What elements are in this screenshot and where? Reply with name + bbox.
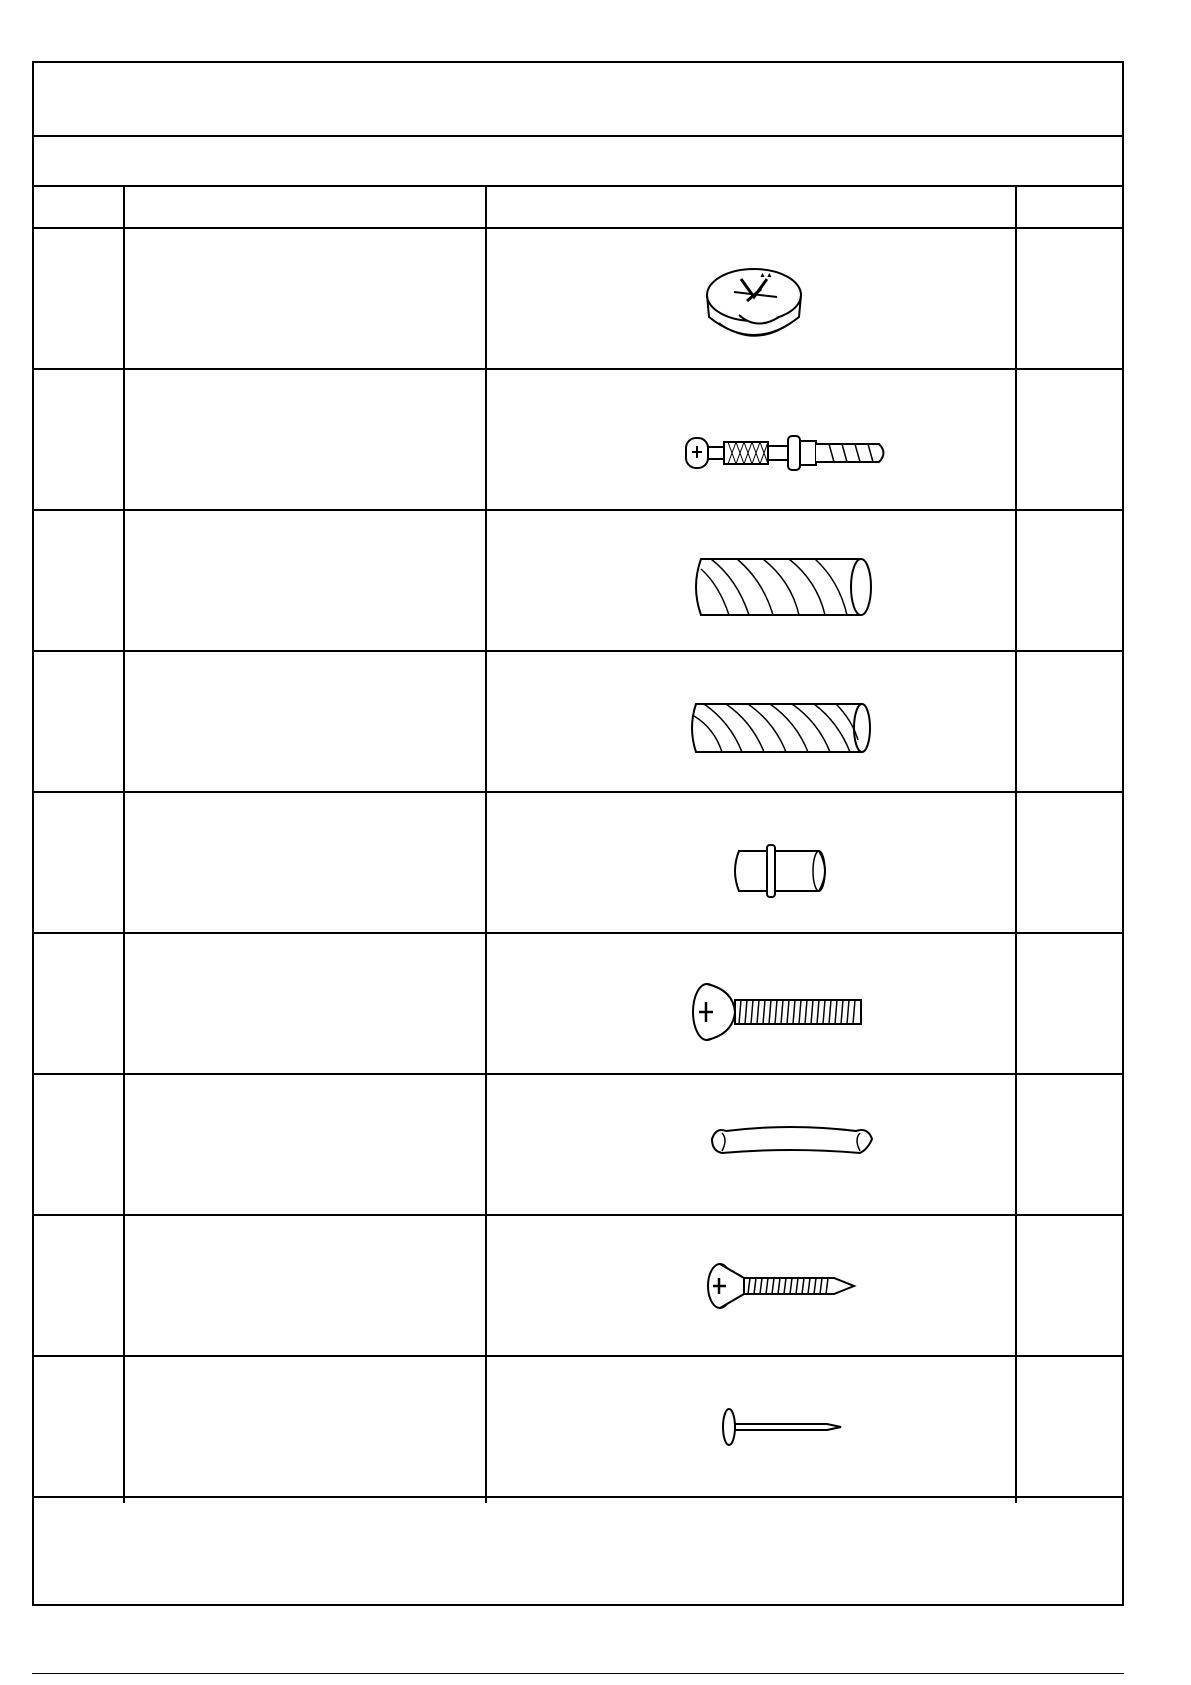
- nail-icon: [719, 1407, 849, 1451]
- part-number: [34, 370, 123, 509]
- part-description: [125, 511, 485, 650]
- part-description: [125, 652, 485, 791]
- footer-band: [34, 1503, 1122, 1604]
- part-description: [125, 370, 485, 509]
- part-number: [34, 1216, 123, 1355]
- part-description: [125, 1075, 485, 1214]
- table-row: [34, 1357, 1122, 1498]
- cam-lock-icon: [699, 267, 809, 357]
- part-quantity: [1017, 793, 1122, 932]
- title-band: [34, 63, 1122, 137]
- part-quantity: [1017, 1075, 1122, 1214]
- wood-screw-icon: [704, 1260, 864, 1312]
- wood-dowel-large-icon: [689, 555, 879, 619]
- header-illustration: [487, 187, 1015, 227]
- part-description: [125, 1216, 485, 1355]
- part-number: [34, 934, 123, 1073]
- part-quantity: [1017, 511, 1122, 650]
- table-row: [34, 370, 1122, 511]
- part-quantity: [1017, 1216, 1122, 1355]
- parts-table: [34, 187, 1122, 1503]
- machine-screw-icon: [689, 980, 869, 1044]
- part-quantity: [1017, 652, 1122, 791]
- table-row: [34, 1216, 1122, 1357]
- header-quantity: [1017, 187, 1122, 227]
- part-description: [125, 934, 485, 1073]
- subtitle-band: [34, 137, 1122, 187]
- table-row: [34, 652, 1122, 793]
- table-row: [34, 1075, 1122, 1216]
- wood-dowel-small-icon: [686, 700, 876, 756]
- document-subtitle: [34, 137, 1122, 153]
- parts-list-frame: [32, 61, 1124, 1606]
- part-description: [125, 229, 485, 368]
- table-row: [34, 511, 1122, 652]
- part-number: [34, 229, 123, 368]
- part-number: [34, 1357, 123, 1496]
- part-quantity: [1017, 934, 1122, 1073]
- part-quantity: [1017, 229, 1122, 368]
- part-description: [125, 1357, 485, 1496]
- document-title: [34, 63, 1122, 79]
- part-number: [34, 793, 123, 932]
- part-number: [34, 511, 123, 650]
- part-number: [34, 652, 123, 791]
- part-description: [125, 793, 485, 932]
- header-number: [34, 187, 123, 227]
- shelf-support-pin-icon: [729, 843, 839, 899]
- handle-icon: [706, 1125, 876, 1165]
- table-row: [34, 934, 1122, 1075]
- table-row: [34, 229, 1122, 370]
- svg-text:▲▲: ▲▲: [759, 272, 773, 279]
- cam-bolt-icon: [684, 432, 894, 476]
- part-quantity: [1017, 370, 1122, 509]
- table-row: [34, 793, 1122, 934]
- part-number: [34, 1075, 123, 1214]
- table-header-row: [34, 187, 1122, 229]
- footer-note: [34, 1503, 1122, 1519]
- part-quantity: [1017, 1357, 1122, 1496]
- header-description: [125, 187, 485, 227]
- bottom-rule: [32, 1673, 1124, 1674]
